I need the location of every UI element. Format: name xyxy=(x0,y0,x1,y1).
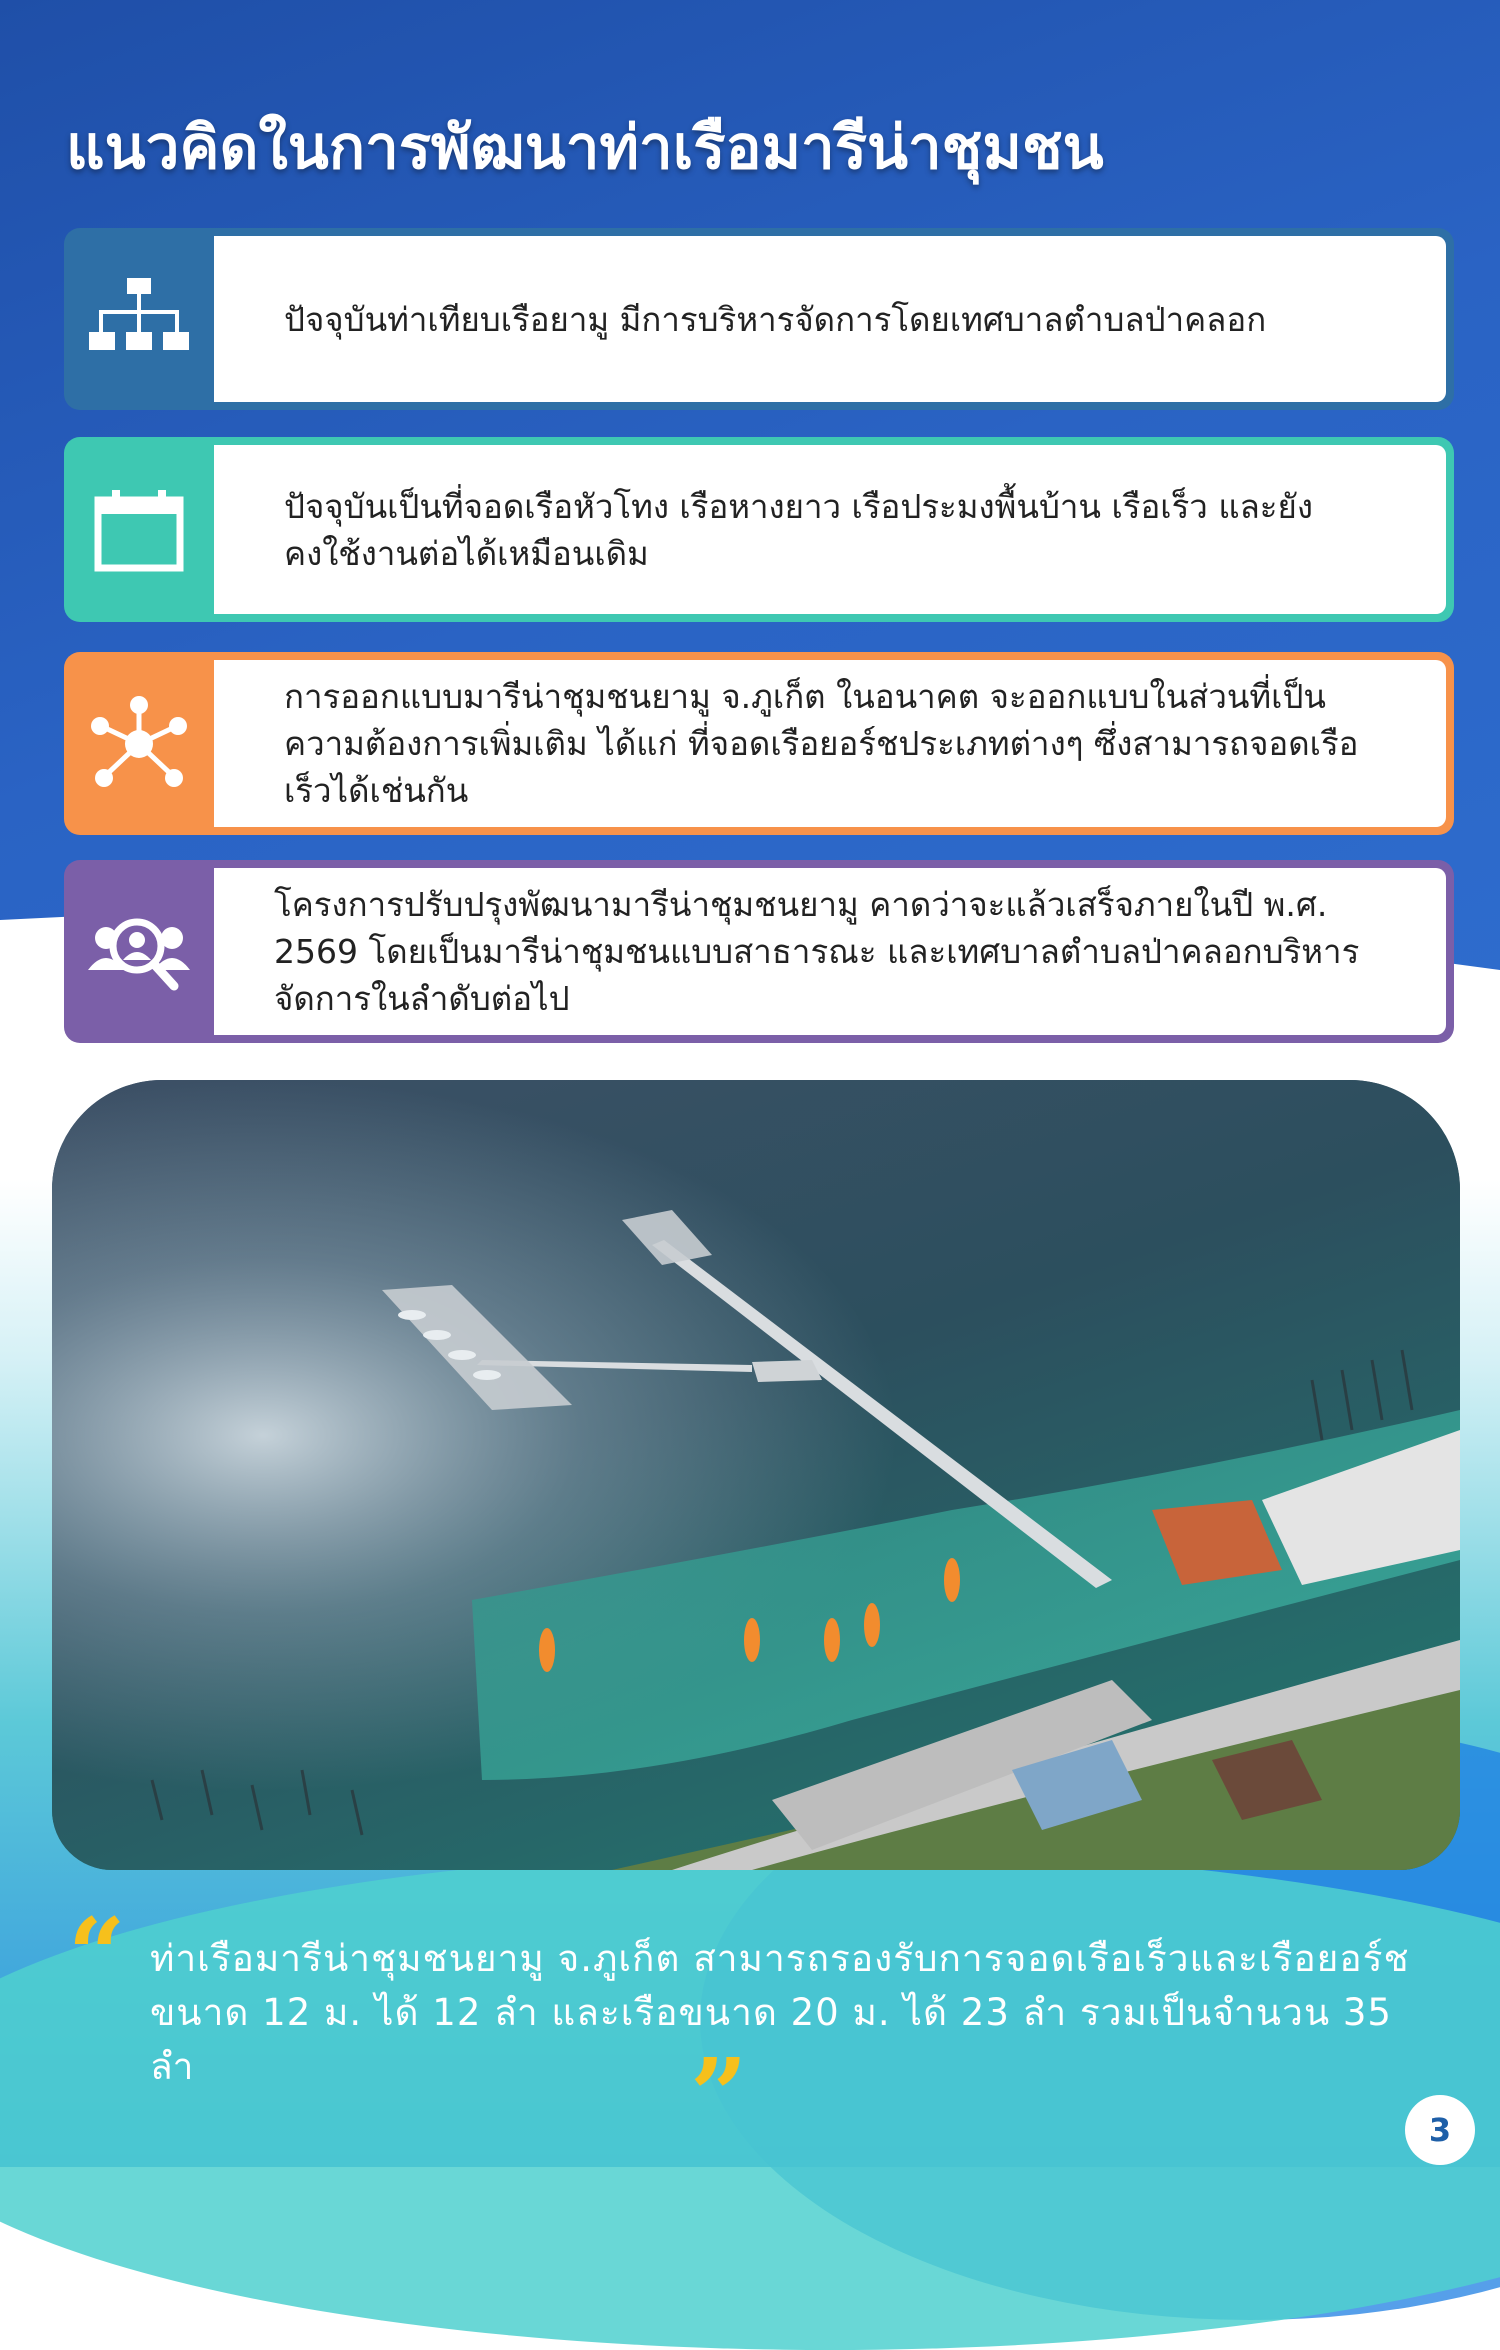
card-text: โครงการปรับปรุงพัฒนามารีน่าชุมชนยามู คาดว่าจะแล้วเสร็จภายในปี พ.ศ. 2569 โดยเป็นมารีน่าชุมชนแบบสาธารณะ และเทศบาลตำบลป่าคลอกบริหารจัดการในลำดับต่อไป xyxy=(274,885,1360,1018)
card-text-box xyxy=(214,660,1446,827)
info-card-current-use xyxy=(64,437,1454,622)
background-wave-teal xyxy=(0,1850,1500,2350)
quote-close-icon: ” xyxy=(690,2036,748,2154)
highlight-quote: ท่าเรือมารีน่าชุมชนยามู จ.ภูเก็ต สามารถรองรับการจอดเรือเร็วและเรือยอร์ช ขนาด 12 ม. ได้ 12 ลำ และเรือขนาด 20 ม. ได้ 23 ลำ รวมเป็นจำนวน 35 ลำ xyxy=(150,1937,1410,2088)
quote-open-icon: “ xyxy=(68,1896,126,2014)
info-card-management xyxy=(64,228,1454,410)
info-card-project-timeline xyxy=(64,860,1454,1043)
page-title: แนวคิดในการพัฒนาท่าเรือมารีน่าชุมชน xyxy=(66,113,1104,183)
calendar-icon xyxy=(64,437,214,622)
people-search-icon xyxy=(64,860,214,1043)
card-text-box xyxy=(214,868,1446,1035)
card-text: ปัจจุบันท่าเทียบเรือยามู มีการบริหารจัดการโดยเทศบาลตำบลป่าคลอก xyxy=(284,299,1267,339)
card-text: ปัจจุบันเป็นที่จอดเรือหัวโทง เรือหางยาว เรือประมงพื้นบ้าน เรือเร็ว และยังคงใช้งานต่อได้เหมือนเดิม xyxy=(284,486,1313,573)
card-text-box xyxy=(214,445,1446,614)
marina-aerial-render xyxy=(52,1080,1460,1870)
org-chart-icon xyxy=(64,228,214,410)
card-text: การออกแบบมารีน่าชุมชนยามู จ.ภูเก็ต ในอนาคต จะออกแบบในส่วนที่เป็นความต้องการเพิ่มเติม ได้แก่ ที่จอดเรือยอร์ชประเภทต่างๆ ซึ่งสามารถจอดเรือเร็วได้เช่นกัน xyxy=(284,677,1359,810)
network-icon xyxy=(64,652,214,835)
info-card-future-design xyxy=(64,652,1454,835)
card-text-box xyxy=(214,236,1446,402)
page-number: 3 xyxy=(1405,2095,1475,2165)
